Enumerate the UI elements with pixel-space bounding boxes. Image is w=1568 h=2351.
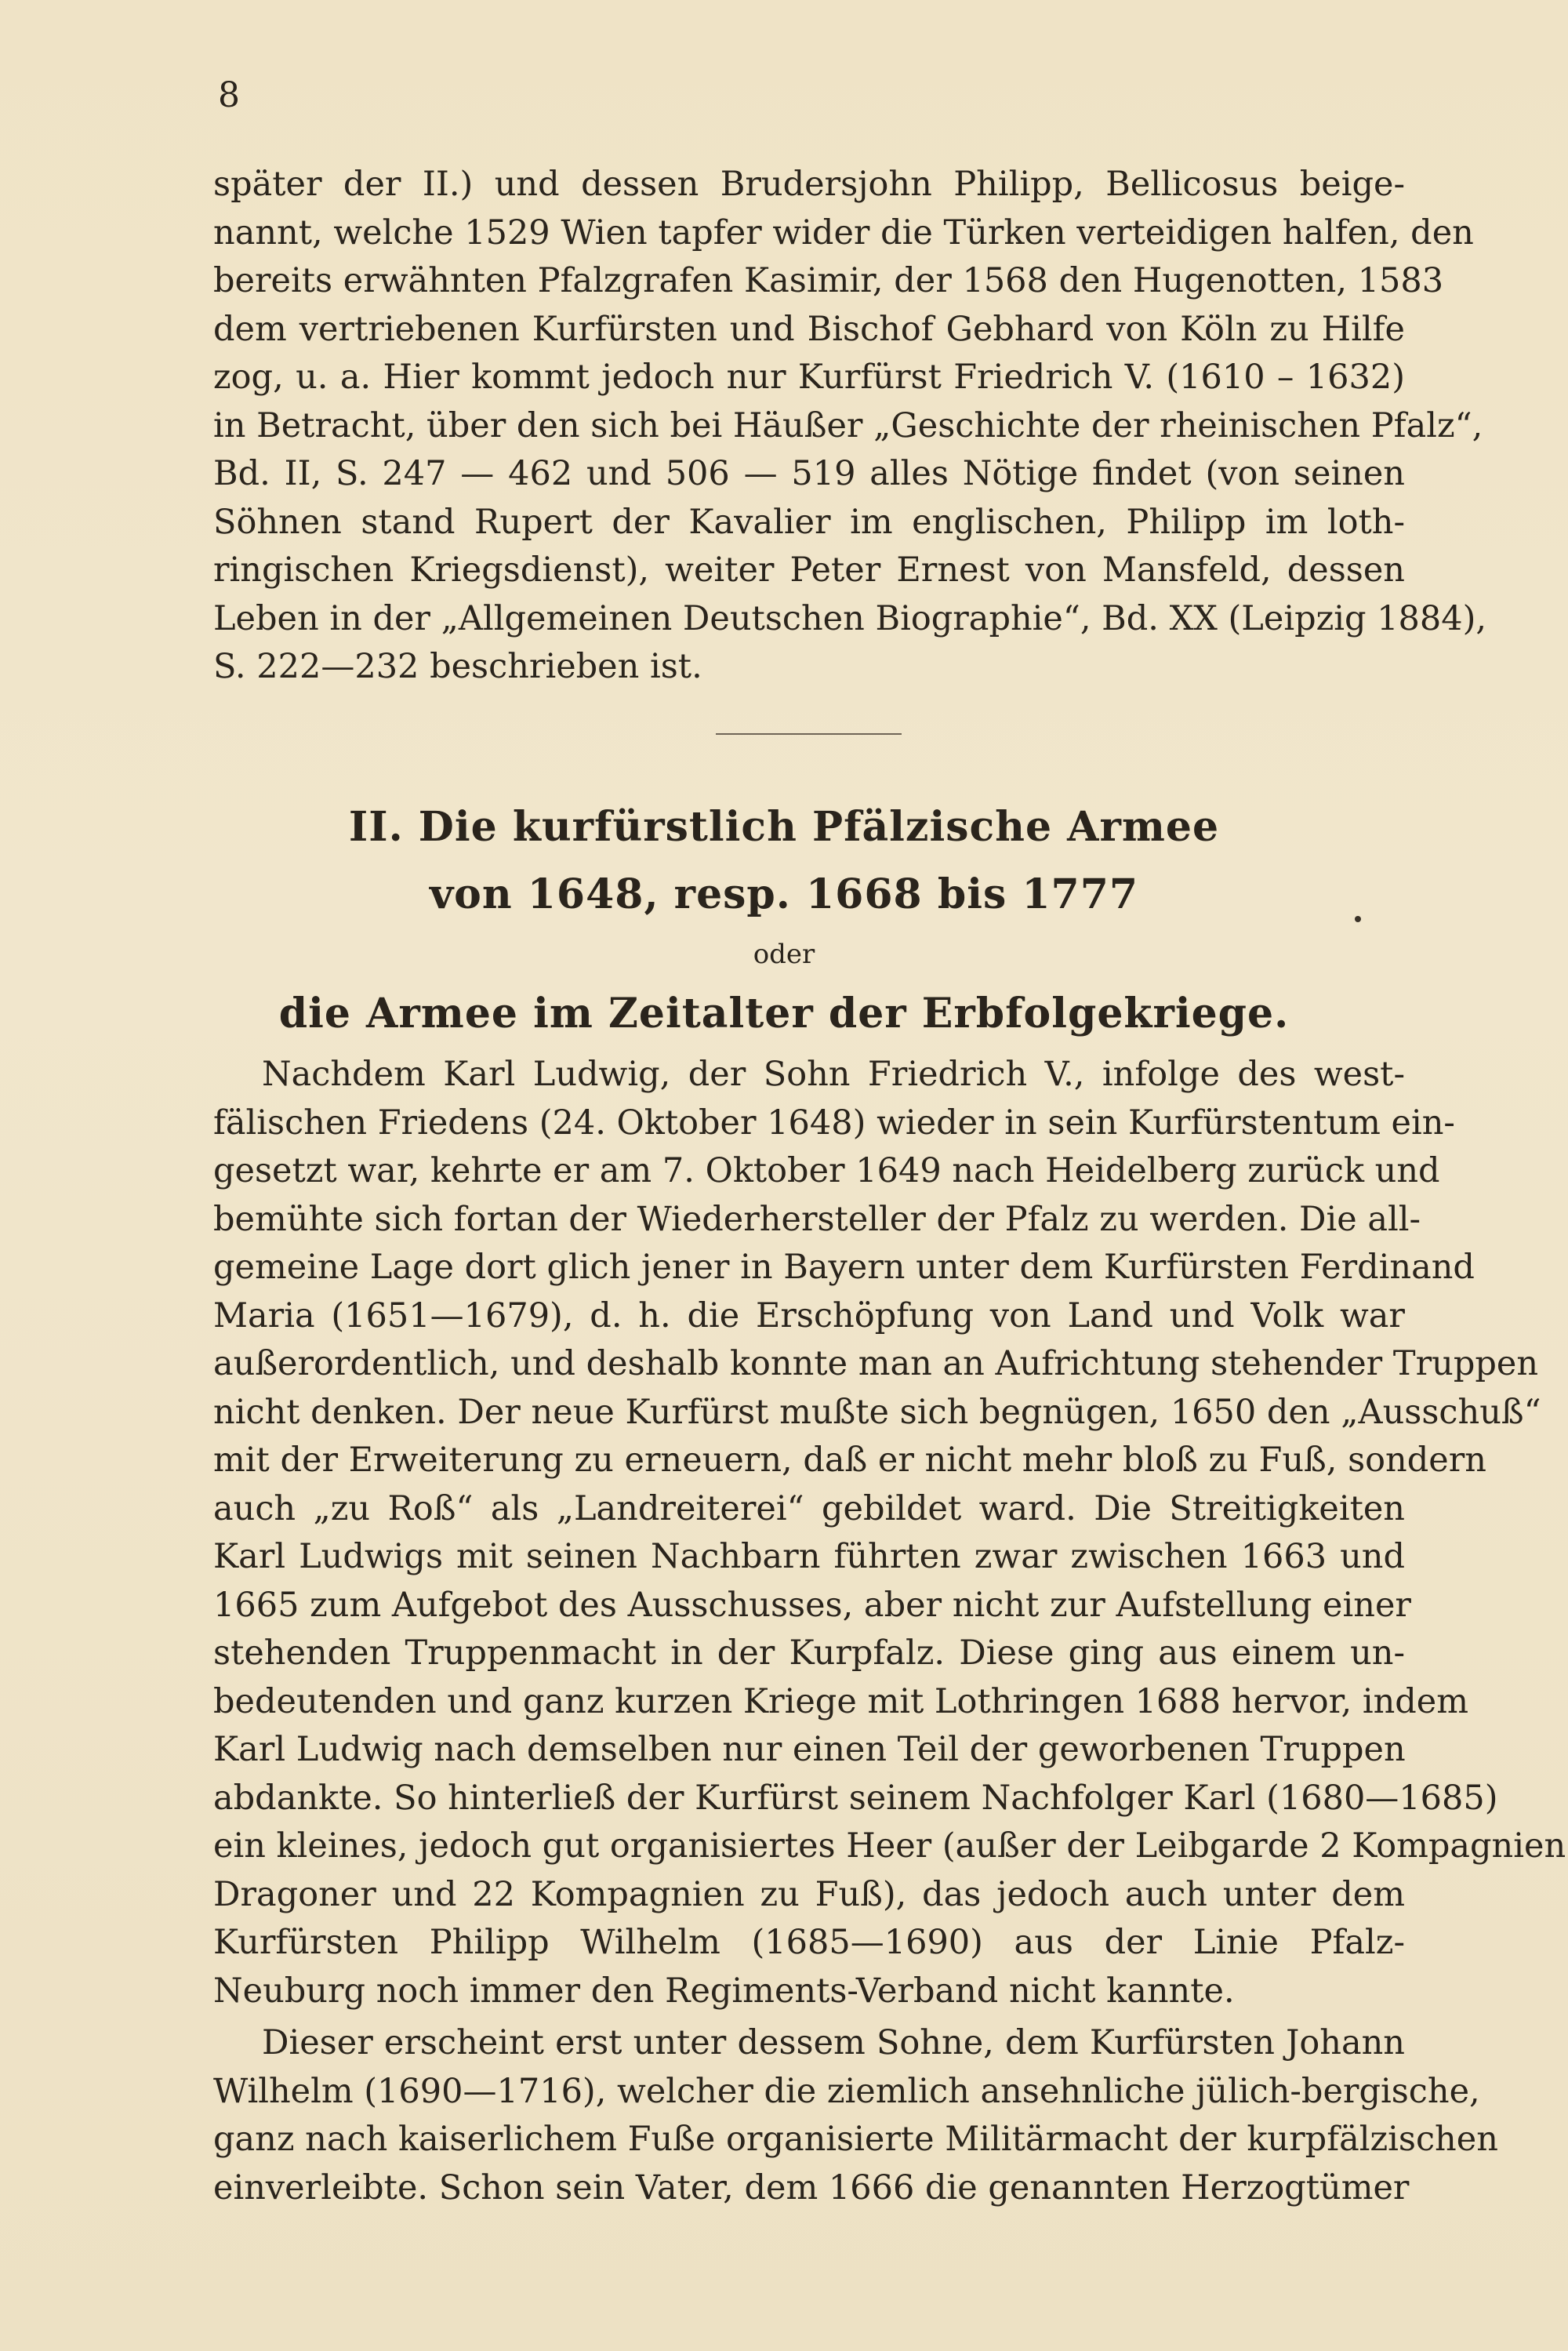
text-line: bereits erwähnten Pfalzgrafen Kasimir, der 1568 den Hugenotten, 1583	[213, 261, 1444, 300]
text-line: Leben in der „Allgemeinen Deutschen Biographie“, Bd. XX (Leipzig 1884),	[213, 598, 1487, 638]
text-line: Maria (1651—1679), d. h. die Erschöpfung von Land und Volk war	[213, 1295, 1405, 1335]
text-line: ringischen Kriegsdienst), weiter Peter Ernest von Mansfeld, dessen	[213, 551, 1405, 590]
text-line: Dragoner und 22 Kompagnien zu Fuß), das jedoch auch unter dem	[213, 1874, 1405, 1914]
chapter-title: II. Die kurfürstlich Pfälzische Armee	[348, 803, 1220, 851]
text-line: fälischen Friedens (24. Oktober 1648) wieder in sein Kurfürstentum ein-	[213, 1103, 1455, 1143]
text-line: Nachdem Karl Ludwig, der Sohn Friedrich V., infolge des west-	[262, 1055, 1405, 1094]
paragraph-top	[213, 161, 1487, 692]
paragraph-bottom	[213, 2019, 1498, 2212]
text-line: Wilhelm (1690—1716), welcher die ziemlich ansehnliche jülich-bergische,	[213, 2071, 1480, 2111]
text-line: in Betracht, über den sich bei Häußer „Geschichte der rheinischen Pfalz“,	[213, 405, 1483, 445]
text-line: Bd. II, S. 247 — 462 und 506 — 519 alles Nötige findet (von seinen	[213, 454, 1405, 493]
text-line: Karl Ludwig nach demselben nur einen Teil der geworbenen Truppen	[213, 1730, 1406, 1769]
text-line: S. 222—232 beschrieben ist.	[213, 647, 702, 686]
text-line: 1665 zum Aufgebot des Ausschusses, aber nicht zur Aufstellung einer	[213, 1585, 1411, 1625]
text-line: dem vertriebenen Kurfürsten und Bischof Gebhard von Köln zu Hilfe	[213, 309, 1405, 349]
text-line: stehenden Truppenmacht in der Kurpfalz. Diese ging aus einem un-	[213, 1633, 1405, 1673]
text-line: bemühte sich fortan der Wiederhersteller der Pfalz zu werden. Die all-	[213, 1199, 1421, 1239]
text-line: Dieser erscheint erst unter dessem Sohne, dem Kurfürsten Johann	[262, 2023, 1405, 2062]
text-line: ganz nach kaiserlichem Fuße organisierte Militärmacht der kurpfälzischen	[213, 2120, 1498, 2159]
page-number: 8	[218, 75, 240, 115]
text-line: Kurfürsten Philipp Wilhelm (1685—1690) aus der Linie Pfalz-	[213, 1923, 1405, 1962]
text-line: mit der Erweiterung zu erneuern, daß er nicht mehr bloß zu Fuß, sondern	[213, 1441, 1486, 1480]
text-line: gemeine Lage dort glich jener in Bayern unter dem Kurfürsten Ferdinand	[213, 1248, 1475, 1287]
text-line: Karl Ludwigs mit seinen Nachbarn führten zwar zwischen 1663 und	[213, 1537, 1405, 1576]
text-line: später der II.) und dessen Brudersjohn Philipp, Bellicosus beige-	[213, 165, 1405, 204]
text-line: bedeutenden und ganz kurzen Kriege mit Lothringen 1688 hervor, indem	[213, 1681, 1469, 1721]
text-line: abdankte. So hinterließ der Kurfürst seinem Nachfolger Karl (1680—1685)	[213, 1778, 1498, 1818]
ink-spot	[1355, 916, 1361, 922]
text-line: auch „zu Roß“ als „Landreiterei“ gebildet ward. Die Streitigkeiten	[213, 1488, 1405, 1528]
chapter-connector: oder	[753, 939, 815, 970]
text-line: ein kleines, jedoch gut organisiertes Heer (außer der Leibgarde 2 Kompagnien	[213, 1826, 1566, 1866]
text-line: einverleibte. Schon sein Vater, dem 1666 die genannten Herzogtümer	[213, 2167, 1410, 2207]
text-line: nicht denken. Der neue Kurfürst mußte sich begnügen, 1650 den „Ausschuß“	[213, 1392, 1541, 1432]
section-divider	[716, 733, 902, 735]
chapter-subtitle: von 1648, resp. 1668 bis 1777	[429, 870, 1139, 918]
text-line: nannt, welche 1529 Wien tapfer wider die Türken verteidigen halfen, den	[213, 213, 1474, 253]
text-line: gesetzt war, kehrte er am 7. Oktober 1649 nach Heidelberg zurück und	[213, 1151, 1440, 1190]
chapter-alt-title: die Armee im Zeitalter der Erbfolgekriege.	[278, 990, 1290, 1037]
text-line: zog, u. a. Hier kommt jedoch nur Kurfürst Friedrich V. (1610 – 1632)	[213, 358, 1405, 397]
text-line: Söhnen stand Rupert der Kavalier im englischen, Philipp im loth-	[213, 502, 1405, 542]
text-line: außerordentlich, und deshalb konnte man an Aufrichtung stehender Truppen	[213, 1344, 1539, 1383]
text-line: Neuburg noch immer den Regiments-Verband nicht kannte.	[213, 1971, 1235, 2011]
paragraph-main	[213, 1051, 1566, 2015]
